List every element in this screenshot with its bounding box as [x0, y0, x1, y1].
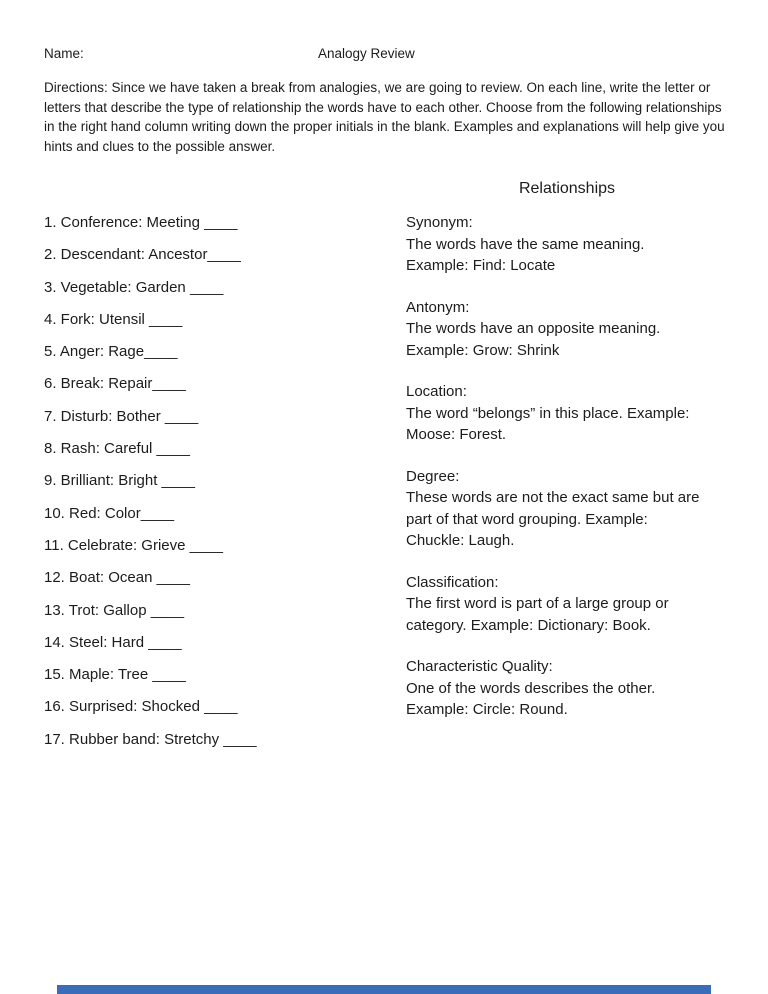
question-item: 12. Boat: Ocean ____ [44, 569, 190, 587]
relationship-desc-line: One of the words describes the other. [406, 679, 656, 697]
relationship-classification [406, 572, 728, 637]
name-label: Name: [44, 46, 84, 61]
relationship-desc-line: The word “belongs” in this place. Example: [406, 404, 690, 422]
question-item: 11. Celebrate: Grieve ____ [44, 536, 223, 554]
relationship-synonym [406, 212, 728, 277]
question-item: 4. Fork: Utensil ____ [44, 310, 183, 328]
question-item: 9. Brilliant: Bright ____ [44, 472, 195, 490]
question-item: 16. Surprised: Shocked ____ [44, 698, 238, 716]
question-item: 7. Disturb: Bother ____ [44, 407, 199, 425]
page-title: Analogy Review [318, 46, 415, 61]
relationship-desc-line: Example: Grow: Shrink [406, 341, 560, 359]
relationship-antonym [406, 297, 728, 362]
relationship-desc-line: Example: Find: Locate [406, 257, 556, 274]
question-list [44, 213, 257, 762]
relationship-desc-line: category. Example: Dictionary: Book. [406, 616, 651, 634]
relationship-desc-line: The words have an opposite meaning. [406, 320, 661, 337]
question-item: 8. Rash: Careful ____ [44, 440, 190, 458]
question-item: 5. Anger: Rage____ [44, 343, 178, 361]
question-item: 10. Red: Color____ [44, 504, 175, 522]
relationship-term: Location: [406, 383, 467, 400]
relationship-term: Classification: [406, 573, 499, 591]
relationship-term: Degree: [406, 467, 460, 485]
relationships-column [406, 180, 728, 741]
relationship-term: Antonym: [406, 298, 470, 316]
directions-paragraph: Directions: Since we have taken a break from analogies, we are going to review. On each line, write the letter or letters that describe the type of relationship the words have to each other. Choose from the following relationships in the right hand column writing down the proper initials in the blank. Examples and explanations will help give you hints and clues to the possible answer. [44, 80, 725, 154]
question-item: 2. Descendant: Ancestor____ [44, 246, 241, 264]
relationship-degree [406, 466, 728, 552]
relationship-desc-line: The first word is part of a large group or [406, 595, 669, 612]
relationship-term: Synonym: [406, 214, 473, 231]
relationship-location [406, 381, 728, 446]
relationship-desc-line: The words have the same meaning. [406, 235, 645, 253]
question-item: 15. Maple: Tree ____ [44, 666, 186, 684]
relationship-desc-line: Chuckle: Laugh. [406, 532, 515, 549]
relationships-heading: Relationships [518, 180, 616, 197]
question-item: 13. Trot: Gallop ____ [44, 601, 185, 619]
bottom-blue-bar [57, 985, 711, 994]
relationship-desc-line: Example: Circle: Round. [406, 701, 568, 718]
relationship-desc-line: These words are not the exact same but are [406, 489, 700, 506]
question-item: 1. Conference: Meeting ____ [44, 214, 238, 231]
question-item: 17. Rubber band: Stretchy ____ [44, 730, 257, 748]
relationship-desc-line: part of that word grouping. Example: [406, 510, 648, 528]
relationship-term: Characteristic Quality: [406, 658, 553, 675]
question-item: 3. Vegetable: Garden ____ [44, 278, 224, 296]
relationship-characteristic-quality [406, 656, 728, 721]
question-item: 6. Break: Repair____ [44, 375, 186, 393]
question-item: 14. Steel: Hard ____ [44, 633, 182, 651]
relationship-desc-line: Moose: Forest. [406, 426, 507, 443]
